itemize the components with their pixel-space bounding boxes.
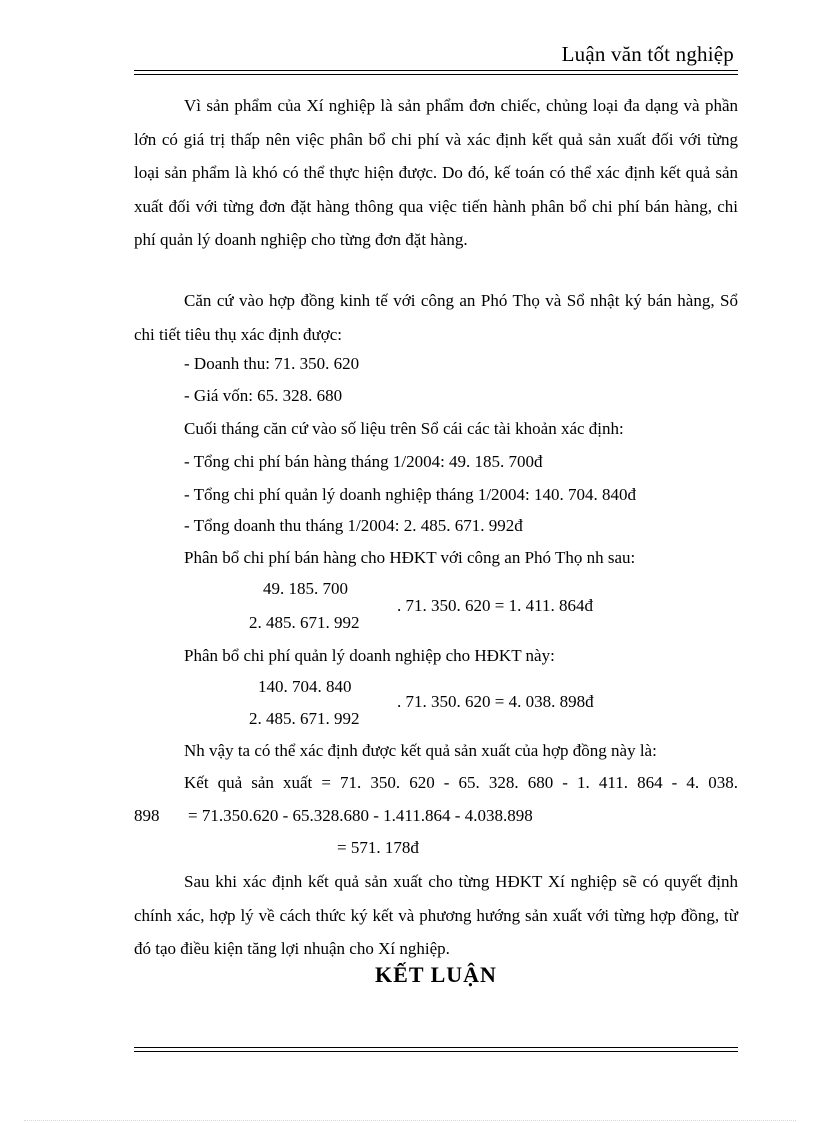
header-title: Luận văn tốt nghiệp xyxy=(561,42,734,66)
cost-line: - Giá vốn: 65. 328. 680 xyxy=(184,386,343,405)
result-line-3: = 571. 178đ xyxy=(337,838,419,857)
paragraph-final: Sau khi xác định kết quả sản xuất cho từng HĐKT Xí nghiệp sẽ có quyết định chính xác, hợp lý về cách thức ký kết và phương hướng sản xuất với từng hợp đồng, từ đó tạo điều kiện tăng lợi nhuận cho Xí nghiệp. xyxy=(134,872,738,958)
total-selling-cost-line: - Tổng chi phí bán hàng tháng 1/2004: 49. 185. 700đ xyxy=(184,452,543,471)
fraction-1-numerator: 49. 185. 700 xyxy=(263,579,348,598)
fraction-1-denominator: 2. 485. 671. 992 xyxy=(249,613,360,632)
alloc-admin-intro: Phân bổ chi phí quản lý doanh nghiệp cho HĐKT này: xyxy=(184,646,555,665)
result-intro: Nh vậy ta có thể xác định được kết quả sản xuất của hợp đồng này là: xyxy=(184,741,657,760)
page-edge xyxy=(24,1120,796,1121)
footer-rule-top xyxy=(134,1047,738,1048)
revenue-line: - Doanh thu: 71. 350. 620 xyxy=(184,354,360,373)
fraction-2-result: . 71. 350. 620 = 4. 038. 898đ xyxy=(397,692,594,711)
paragraph-contract-basis: Căn cứ vào hợp đồng kinh tế với công an Phó Thọ và Sổ nhật ký bán hàng, Sổ chi tiết tiêu thụ xác định được: xyxy=(134,291,738,344)
result-line-2-start: 898 xyxy=(134,806,160,825)
total-revenue-line: - Tổng doanh thu tháng 1/2004: 2. 485. 671. 992đ xyxy=(184,516,523,535)
fraction-2-denominator: 2. 485. 671. 992 xyxy=(249,709,360,728)
fraction-2-numerator: 140. 704. 840 xyxy=(258,677,352,696)
header-rule-bottom xyxy=(134,74,738,75)
conclusion-heading: KẾT LUẬN xyxy=(375,962,497,987)
month-end-line: Cuối tháng căn cứ vào số liệu trên Sổ cái các tài khoản xác định: xyxy=(184,419,624,438)
header-rule-top xyxy=(134,70,738,71)
result-line-1: Kết quả sản xuất = 71. 350. 620 - 65. 328. 680 - 1. 411. 864 - 4. 038. xyxy=(184,773,738,792)
alloc-selling-intro: Phân bổ chi phí bán hàng cho HĐKT với công an Phó Thọ nh sau: xyxy=(184,548,636,567)
paragraph-products: Vì sản phẩm của Xí nghiệp là sản phẩm đơn chiếc, chủng loại đa dạng và phần lớn có giá trị thấp nên việc phân bổ chi phí và xác định kết quả sản xuất đối với từng loại sản phẩm là khó có thể thực hiện được. Do đó, kế toán có thể xác định kết quả sản xuất đối với từng đơn đặt hàng thông qua việc tiến hành phân bổ chi phí bán hàng, chi phí quản lý doanh nghiệp cho từng đơn đặt hàng. xyxy=(134,96,738,249)
fraction-1-result: . 71. 350. 620 = 1. 411. 864đ xyxy=(397,596,593,615)
result-line-2-rest: = 71.350.620 - 65.328.680 - 1.411.864 - 4.038.898 xyxy=(188,806,533,825)
footer-rule-bottom xyxy=(134,1051,738,1052)
total-admin-cost-line: - Tổng chi phí quản lý doanh nghiệp tháng 1/2004: 140. 704. 840đ xyxy=(184,485,637,504)
